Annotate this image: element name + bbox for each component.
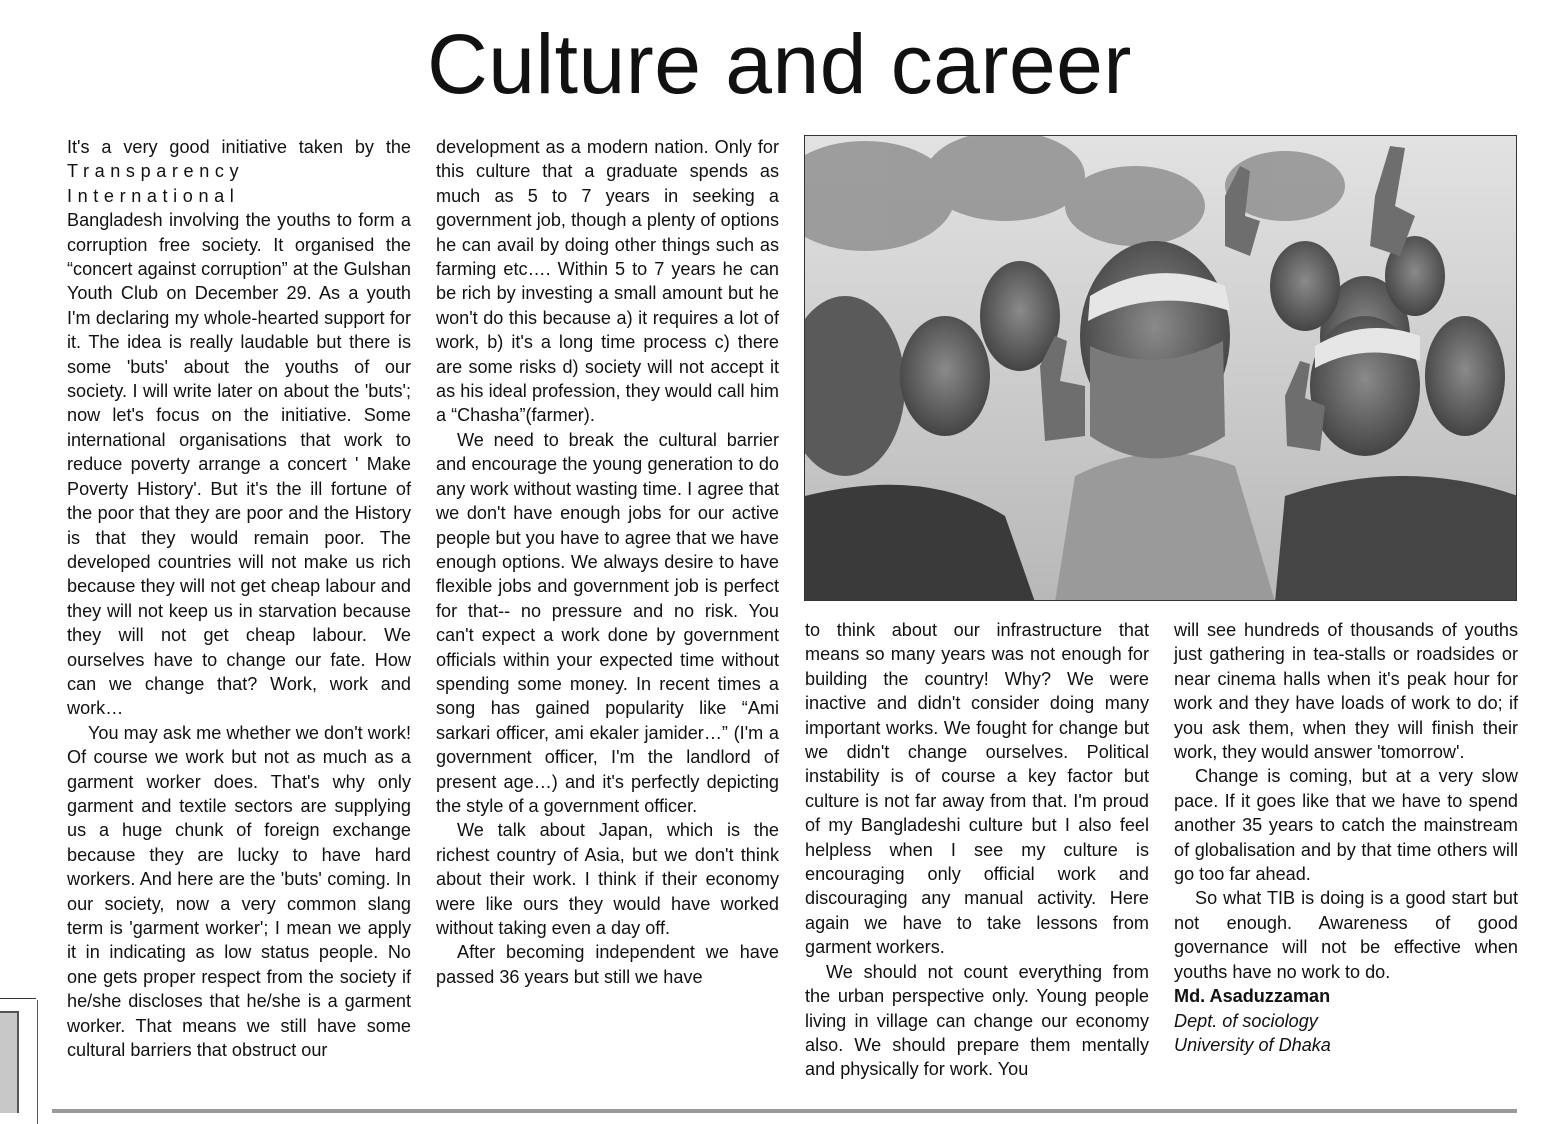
article-photo <box>804 135 1517 601</box>
col2-paragraph-3: We talk about Japan, which is the richest country of Asia, but we don't think about their work. I think if their economy were like ours they would have worked without taking even a day off. <box>436 820 779 938</box>
article-column-2 <box>436 135 779 989</box>
col2-paragraph-2: We need to break the cultural barrier and encourage the young generation to do any work without wasting time. I agree that we don't have enough jobs for our active people but you have to agree that we have enough options. We always desire to have flexible jobs and government job is perfect for that-- no pressure and no risk. You can't expect a work done by government officials within your expected time without spending some money. In recent times a song has gained popularity like “Ami sarkari officer, ami ekaler jamider…” (I'm a government officer, I'm the landlord of present age…) and it's perfectly depicting the style of a government officer. <box>436 429 779 816</box>
left-edge-line <box>0 998 36 999</box>
col1-paragraph-1: Bangladesh involving the youths to form a corruption free society. It organised the “concert against corruption” at the Gulshan Youth Club on December 29. As a youth I'm declaring my whole-hearted support for it. The idea is really laudable but there is some 'buts' about the youths of our society. I will write later on about the 'buts'; now let's focus on the initiative. Some international organisations that work to reduce poverty arrange a concert ' Make Poverty History'. But it's the ill fortune of the poor that they are poor and the History is that they would remain poor. The developed countries will not make us rich because they will not get cheap labour and they will not keep us in starvation because they will not get cheap labour. We ourselves have to change our fate. How can we change that? Work, work and work… <box>67 210 411 719</box>
col1-line-2: Transparency International <box>67 161 245 206</box>
col1-paragraph-2: You may ask me whether we don't work! Of course we work but not as much as a garment worker does. That's why only garment and textile sectors are supplying us a huge chunk of foreign exchange because they are lucky to have hard workers. And here are the 'buts' coming. In our society, now a very common slang term is 'garment worker'; I mean we apply it in indicating as low status people. No one gets proper respect from the society if he/she discloses that he/she is a garment worker. That means we still have some cultural barriers that obstruct our <box>67 722 411 1061</box>
author-name: Md. Asaduzzaman <box>1174 986 1331 1007</box>
col4-paragraph-3: So what TIB is doing is a good start but not enough. Awareness of good governance will not be effective when youths have no work to do. <box>1174 888 1518 982</box>
headline: Culture and career <box>427 17 1132 111</box>
crowd-photo-illustration <box>805 136 1517 601</box>
author-university: University of Dhaka <box>1174 1034 1331 1055</box>
article-column-1 <box>67 135 411 1062</box>
col4-paragraph-1: will see hundreds of thousands of youths just gathering in tea-stalls or roadsides or near cinema halls when it's peak hour for work and they have loads of work to do; if you ask them, when they will finish their work, they would answer 'tomorrow'. <box>1174 620 1518 763</box>
col1-line-1: It's a very good initiative taken by the <box>67 137 411 157</box>
article-column-4 <box>1174 618 1518 1057</box>
article-column-3 <box>805 618 1149 1082</box>
left-edge-box <box>0 1011 19 1113</box>
col4-paragraph-2: Change is coming, but at a very slow pace. If it goes like that we have to spend another 35 years to catch the mainstream of globalisation and by that time others will go too far ahead. <box>1174 766 1518 885</box>
col3-paragraph-2: We should not count everything from the urban perspective only. Young people living in village can change our economy also. We should prepare them mentally and physically for work. You <box>805 961 1149 1080</box>
bottom-rule <box>52 1109 1517 1113</box>
left-edge-vertical-rule <box>37 1000 38 1124</box>
col2-paragraph-1: development as a modern nation. Only for this culture that a graduate spends as much as 5 to 7 years in seeking a government job, though a plenty of options he can avail by doing other things such as farming etc…. Within 5 to 7 years he can be rich by investing a small amount but he won't do this because a) it requires a lot of work, b) it's a long time process c) there are some risks d) society will not accept it as his ideal profession, they would call him a “Chasha”(farmer). <box>436 137 779 426</box>
col2-paragraph-4: After becoming independent we have passed 36 years but still we have <box>436 942 779 987</box>
author-dept: Dept. of sociology <box>1174 1010 1318 1031</box>
col3-paragraph-1: to think about our infrastructure that means so many years was not enough for building the country! Why? We were inactive and didn't consider doing many important works. We fought for change but we didn't change ourselves. Political instability is of course a key factor but culture is not far away from that. I'm proud of my Bangladeshi culture but I also feel helpless when I see my culture is encouraging only official work and discouraging any manual activity. Here again we have to take lessons from garment workers. <box>805 620 1149 958</box>
